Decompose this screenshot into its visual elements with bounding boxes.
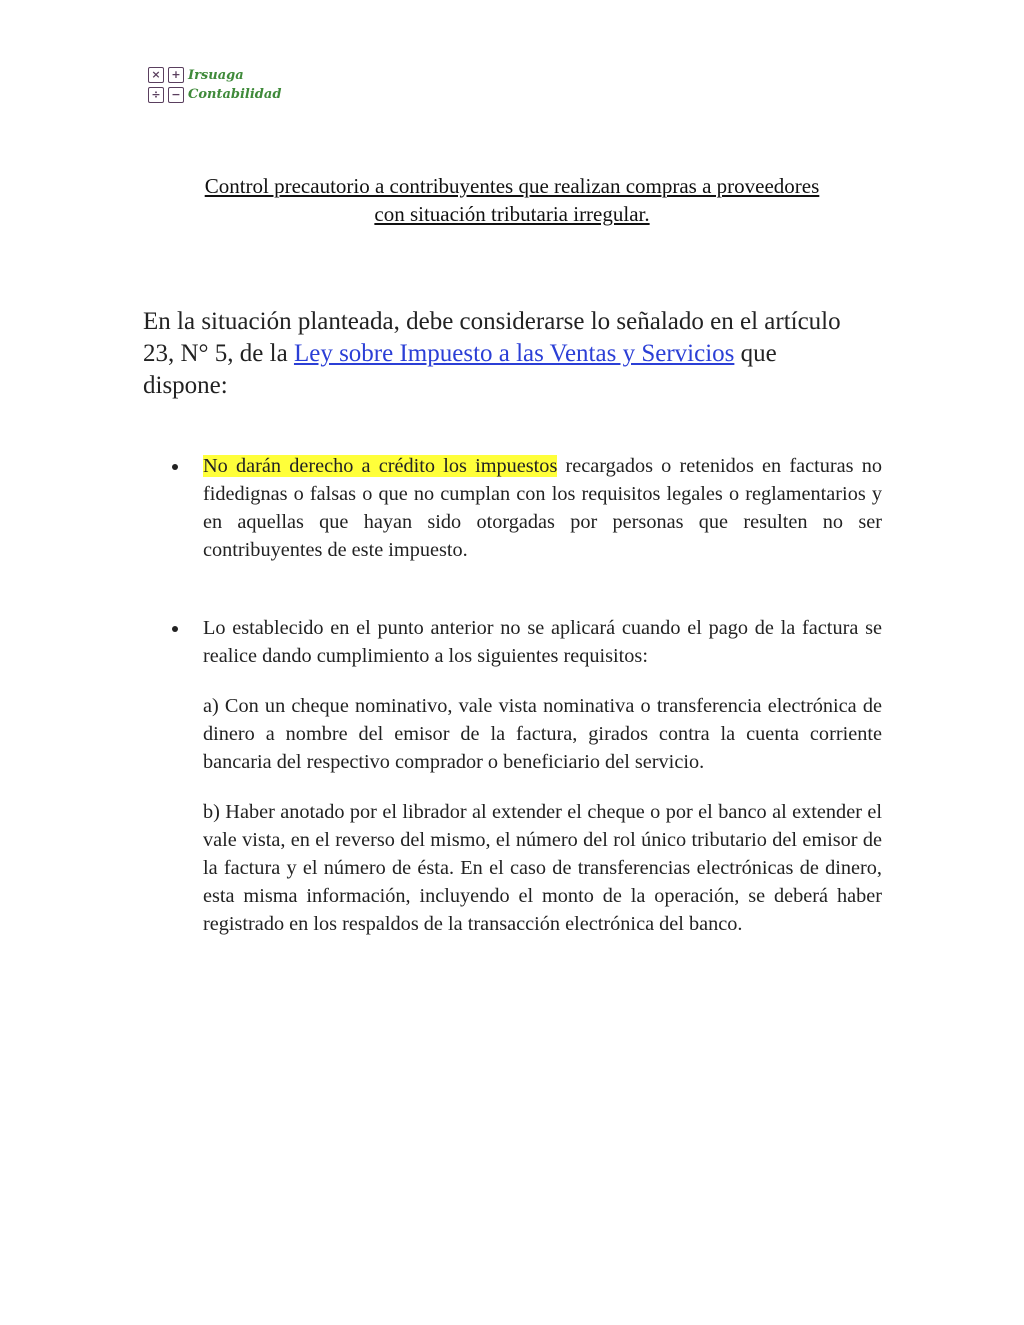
- bullet-body-2: [203, 614, 882, 938]
- highlighted-text: No darán derecho a crédito los impuestos: [203, 455, 558, 477]
- bullet-2-text: Lo establecido en el punto anterior no se aplicará cuando el pago de la factura se realice dando cumplimiento a los siguientes requisitos:: [203, 617, 882, 667]
- divide-icon: ÷: [148, 87, 164, 103]
- bullet-dot-icon: [172, 464, 178, 470]
- logo-wordmark: [188, 66, 281, 104]
- document-title: [140, 172, 884, 228]
- logo-line-2: Contabilidad: [188, 87, 282, 102]
- intro-paragraph: [143, 306, 843, 402]
- requirement-b: b) Haber anotado por el librador al extender el cheque o por el banco al extender el vale vista, en el reverso del mismo, el número del rol único tributario del emisor de la factura y el número de ésta. En el caso de transferencias electrónicas de dinero, esta misma información, incluyendo el monto de la operación, se deberá haber registrado en los respaldos de la transacción electrónica del banco.: [203, 801, 882, 935]
- plus-icon: +: [168, 67, 184, 83]
- title-line-2: con situación tributaria irregular.: [374, 202, 650, 226]
- logo-symbol-grid: [148, 67, 184, 103]
- multiply-icon: ×: [148, 67, 164, 83]
- intro-text-after: que dispone:: [143, 340, 777, 399]
- bullet-1-text: [203, 452, 882, 564]
- intro-text-before: En la situación planteada, debe considerarse lo señalado en el artículo 23, N° 5, de la: [143, 308, 841, 367]
- bullet-1-rest: recargados o retenidos en facturas no fidedignas o falsas o que no cumplan con los requisitos legales o reglamentarios y en aquellas que hayan sido otorgadas por personas que resulten no ser contribuyentes de este impuesto.: [203, 455, 882, 561]
- law-link[interactable]: Ley sobre Impuesto a las Ventas y Servicios: [293, 340, 735, 367]
- bullet-body-1: [203, 452, 882, 564]
- requirement-a: a) Con un cheque nominativo, vale vista nominativa o transferencia electrónica de dinero a nombre del emisor de la factura, girados contra la cuenta corriente bancaria del respectivo comprador o beneficiario del servicio.: [203, 695, 882, 773]
- logo-line-1: Irsuaga: [188, 68, 244, 83]
- bullet-dot-icon: [172, 626, 178, 632]
- title-line-1: Control precautorio a contribuyentes que realizan compras a proveedores: [204, 174, 820, 198]
- minus-icon: −: [168, 87, 184, 103]
- company-logo: [148, 66, 281, 104]
